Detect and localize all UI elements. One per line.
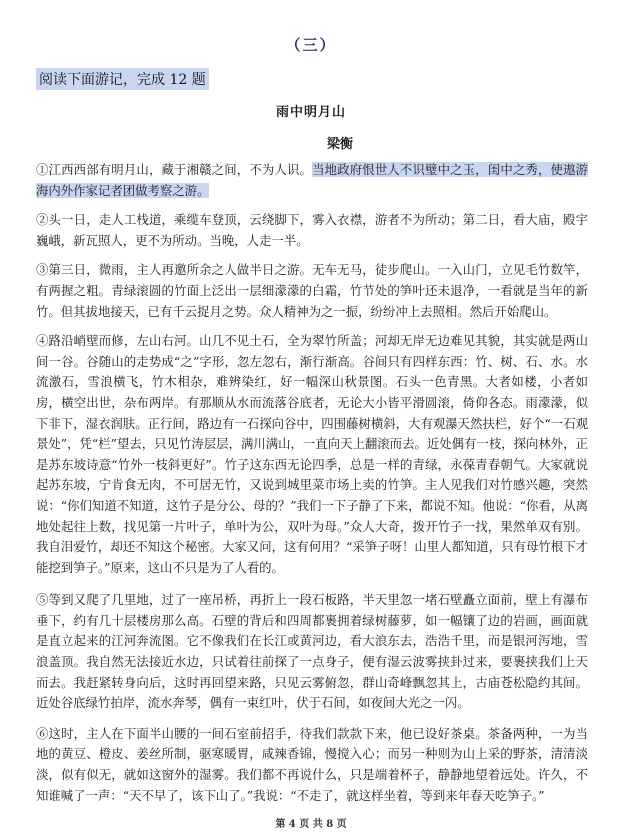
article-title: 雨中明月山 — [275, 105, 346, 120]
paragraph-4 — [36, 331, 588, 578]
article-body — [36, 160, 588, 815]
article-author: 梁衡 — [326, 137, 353, 152]
paragraph-5 — [36, 590, 588, 714]
paragraph-3-text: ③第三日，微雨，主人再邀所余之人做半日之游。无车无马，徒步爬山。一入山门，立见毛竹数竿，有两握之粗。青绿滚圆的竹面上泛出一层细濛濛的白霜，竹节处的笋叶还未退净，一看就是当年的新竹。但其拔地接天，已有千云捉月之势。众人精神为之一振，纷纷冲上去照相。然后开始爬山。 — [36, 262, 588, 319]
paragraph-3 — [36, 260, 588, 322]
paragraph-1-highlight: 当地政府恨世人不识璧中之玉，闺中之秀，使遨游海内外作家记者团做考察之游。 — [36, 162, 589, 198]
paragraph-2-text: ②头一日，走人工栈道，乘缆车登顶，云绕脚下，雾入衣襟，游者不为所动；第二日，看大庙，殿宇巍峨，新瓦照人，更不为所动。当晚，人走一半。 — [36, 212, 588, 248]
reading-instruction: 阅读下面游记，完成 12 题 — [36, 68, 209, 90]
paragraph-2 — [36, 210, 588, 251]
paragraph-1 — [36, 160, 588, 201]
paragraph-5-text: ⑤等到又爬了几里地，过了一座吊桥，再折上一段石板路，半天里忽一堵石壁矗立面前，壁上有瀑布垂下，约有几十层楼房那么高。石壁的背后和四周都裹拥着绿树藤萝，如一幅镶了边的岩画，画面就是直立起来的江河奔流图。它不像我们在长江或黄河边，看大浪东去，浩浩千里，而是银河泻地，雪浪盖顶。我自然无法接近水边，只试着往前探了一点身子，便有湿云波雾挟卦过来，要裹挟我们上天而去。我赶紧转身向后，这时再回望来路，只见云雾俯忽，群山奇峰飘忽其上，古庙苍松隐约其间。近处谷底绿竹拍岸，流水奔琴，偶有一束红叶，伏于石间，如夜间大光之一闪。 — [36, 592, 588, 711]
paragraph-1-text: ①江西西部有明月山，藏于湘赣之间，不为人识。 — [36, 162, 313, 177]
section-title: （三） — [285, 36, 337, 54]
page-footer: 第 4 页 共 8 页 — [275, 819, 347, 830]
paragraph-6-text: ⑥这时，主人在下面半山腰的一间石室前招手，待我们款款下来，他已设好茶桌。茶备两种，一为当地的黄豆、橙皮、姜丝所制，驱寒暖胃，咸辣香锦，慢搅入心；而另一种则为山上采的野茶，清清淡淡，似有似无，就如这窗外的湿雾。我们都不再说什么，只是端着杯子，静静地望着远处。许久，不知谁喊了一声：“天不早了，该下山了。”我说：“不走了，就这样坐着，等到来年春天吃笋子。” — [36, 725, 588, 803]
paragraph-6 — [36, 724, 588, 806]
paragraph-4-text: ④路沿峭壁而修，左山右河。山几不见土石，全为翠竹所盖；河却无岸无边难见其貌，其实就是两山间一谷。谷随山的走势成“之”字形，忽左忽右，渐行渐高。谷间只有四样东西：竹、树、石、水。水流激石，雪浪横飞，竹木相杂，难辨染红，好一幅深山秋景图。石头一色青黑。大者如楼，小者如房，横空出世，杂布两岸。有那顺从水而流落谷底者，无论大小皆平滑圆滚，倚仰各态。雨濛濛，似下非下，湿衣润肤。正行间，路边有一石探向谷中，四围藤树横斜，大有观瀑天然扶栏，好个“一石观景处”，凭“栏”望去，只见竹涛层层，满川满山，一直向天上翻滚而去。近处偶有一枝，探向林外，正是苏东坡诗意“竹外一枝斜更好”。竹子这东西无论四季，总是一样的青绿，永葆青春朝气。大家就说起苏东坡，宁肯食无肉，不可居无竹，又说到城里菜市场上卖的竹笋。主人见我们对竹感兴趣，突然说：“你们知道不知道，这竹子是分公、母的？”我们一下子静了下来，都说不知。他说：“你看，从离地处起往上数，找见第一片叶子，单叶为公，双叶为母。”众人大奇，拨开竹子一找，果然单双有别。我自泪爱竹，却还不知这个秘密。大家又问，这有何用？“采笋子呀！山里人都知道，只有母竹根下才能挖到笋子。”原来，这山不只是为了人看的。 — [36, 333, 588, 575]
